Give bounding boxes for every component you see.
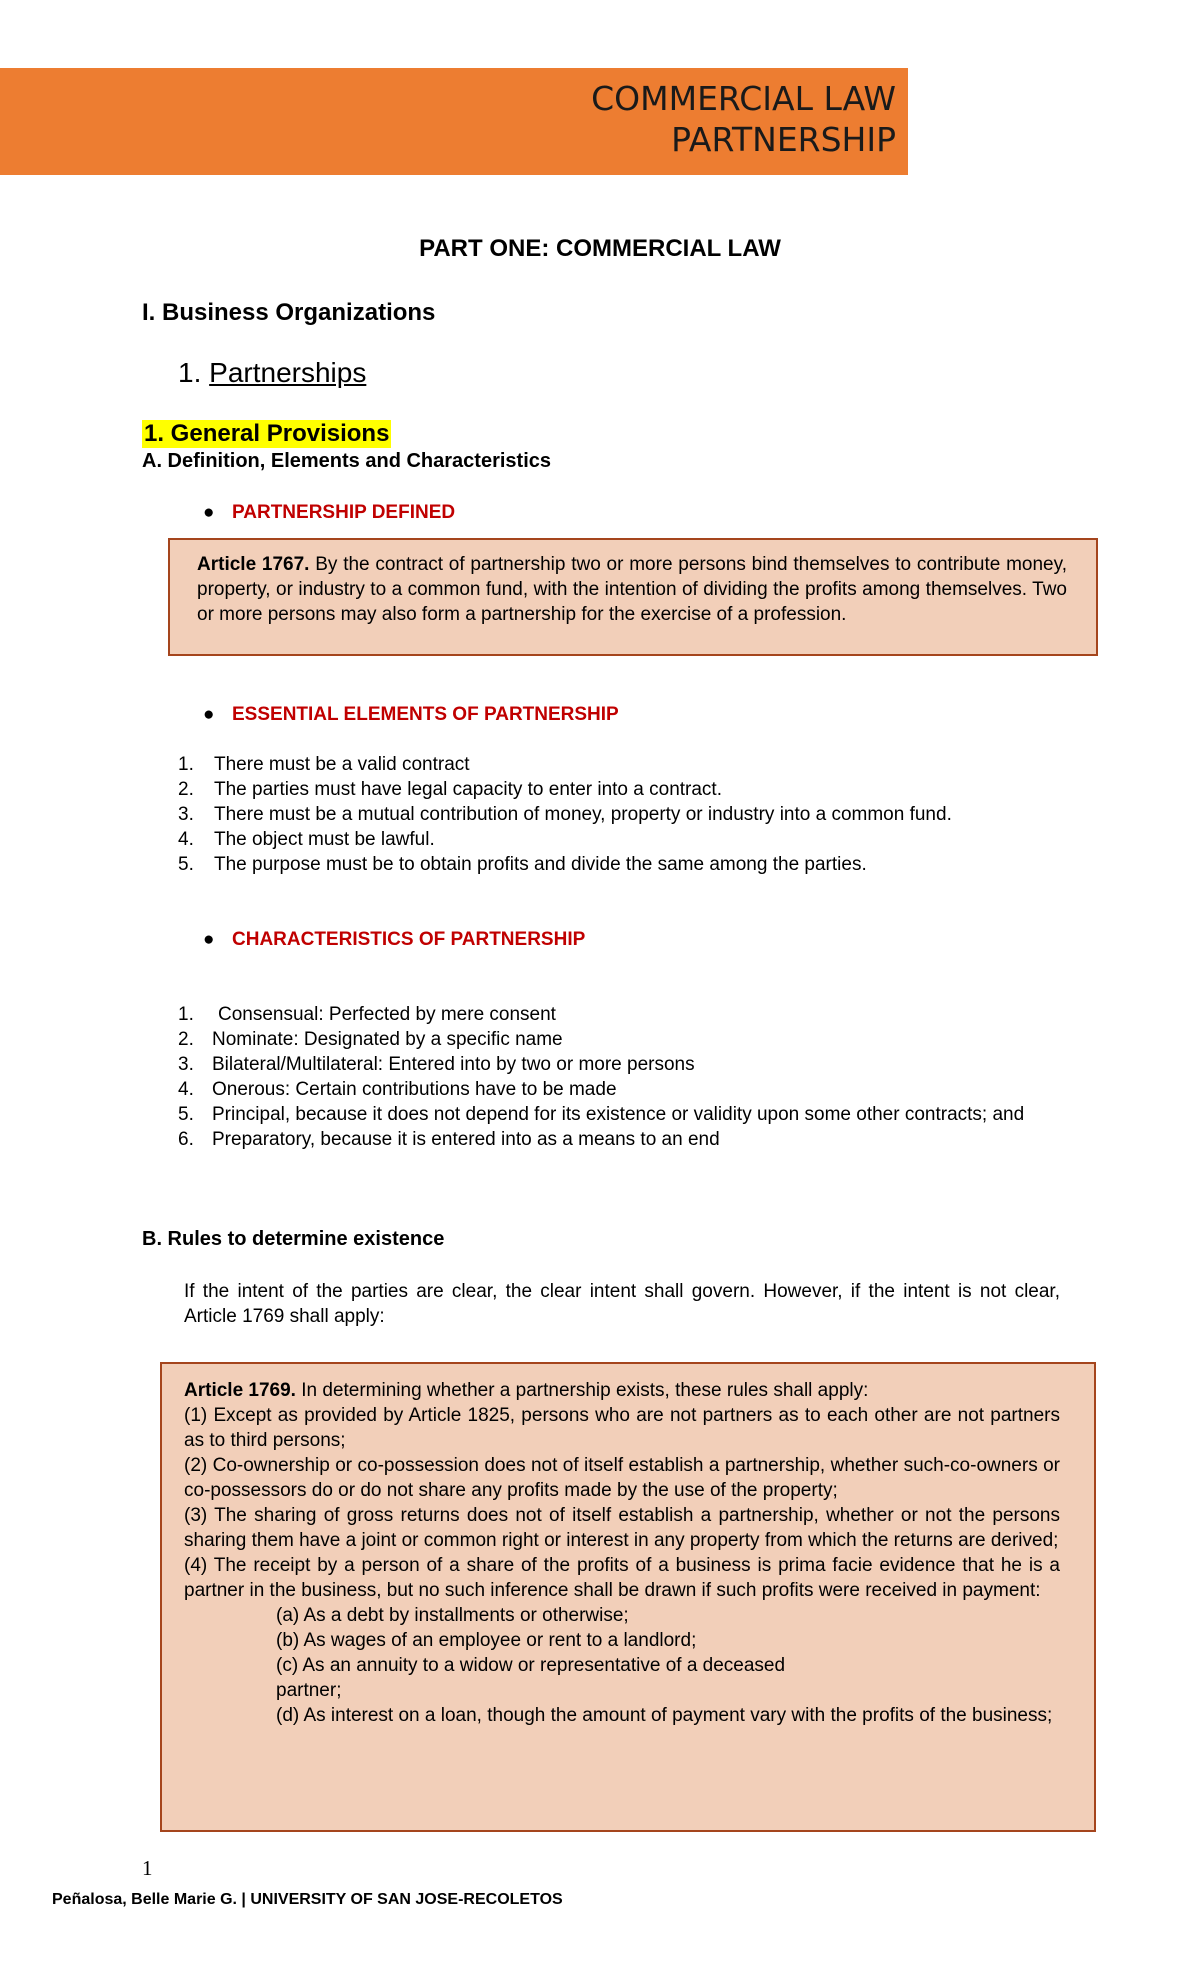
bullet-icon: ● — [203, 704, 215, 725]
header-line-1: COMMERCIAL LAW — [591, 79, 896, 118]
article-1767-box — [168, 538, 1098, 656]
subsection-label: Partnerships — [209, 357, 367, 388]
header-line-2: PARTNERSHIP — [671, 120, 896, 159]
article-1769-rule: (2) Co-ownership or co-possession does not of itself establish a partnership, whether such-co-owners or co-possessors do or do not share any profits made by the use of the property; — [184, 1455, 1060, 1501]
list-item: 3. Bilateral/Multilateral: Entered into by two or more persons — [178, 1054, 695, 1075]
article-1769-subitem: (b) As wages of an employee or rent to a landlord; — [276, 1630, 697, 1651]
section-title: I. Business Organizations — [142, 299, 436, 326]
list-item: 4. Onerous: Certain contributions have to be made — [178, 1079, 617, 1100]
list-item: 5. The purpose must be to obtain profits and divide the same among the parties. — [178, 854, 867, 875]
list-item: 6. Preparatory, because it is entered into as a means to an end — [178, 1129, 720, 1150]
bullet-essential-elements — [203, 703, 619, 727]
article-1767-paragraph — [197, 552, 1067, 627]
rules-intro-paragraph: If the intent of the parties are clear, the clear intent shall govern. However, if the intent is not clear, Article 1769 shall apply: — [184, 1281, 1060, 1327]
bullet-characteristics — [203, 928, 586, 952]
list-item: 5. Principal, because it does not depend for its existence or validity upon some other contracts; and — [178, 1104, 1025, 1125]
article-1769-label: Article 1769. — [184, 1380, 296, 1401]
list-item: 4. The object must be lawful. — [178, 829, 435, 850]
part-title: PART ONE: COMMERCIAL LAW — [419, 235, 781, 262]
elements-list — [178, 752, 952, 877]
header-title — [591, 78, 896, 160]
article-1767-label: Article 1767. — [197, 554, 310, 575]
article-1769-subitem: (c) As an annuity to a widow or representative of a deceased — [276, 1655, 786, 1676]
article-1769-rule: (4) The receipt by a person of a share of the profits of a business is prima facie evidence that he is a partner in the business, but no such inference shall be drawn if such profits were received in payment: — [184, 1555, 1060, 1601]
article-1769-box — [160, 1362, 1096, 1832]
bullet-label: CHARACTERISTICS OF PARTNERSHIP — [232, 929, 586, 950]
article-1767-text: By the contract of partnership two or more persons bind themselves to contribute money, property, or industry to a common fund, with the intention of dividing the profits among themselves. Two or more persons may also form a partnership for the exercise of a profession. — [197, 554, 1067, 625]
bullet-icon: ● — [203, 502, 215, 523]
footer: Peñalosa, Belle Marie G. | UNIVERSITY OF SAN JOSE-RECOLETOS — [52, 1891, 563, 1908]
list-item: 2. Nominate: Designated by a specific name — [178, 1029, 563, 1050]
bullet-label: PARTNERSHIP DEFINED — [232, 502, 456, 523]
list-item: 2. The parties must have legal capacity to enter into a contract. — [178, 779, 722, 800]
article-1769-subitem: (d) As interest on a loan, though the amount of payment vary with the profits of the business; — [276, 1705, 1053, 1726]
article-1769-subitem: partner; — [276, 1680, 342, 1701]
article-1769-rule: (1) Except as provided by Article 1825, persons who are not partners as to each other are not partners as to third persons; — [184, 1405, 1060, 1451]
header-banner — [0, 68, 908, 175]
list-item: 1. There must be a valid contract — [178, 754, 470, 775]
article-1769-intro: Article 1769. In determining whether a partnership exists, these rules shall apply: — [184, 1380, 869, 1401]
subheading-b: B. Rules to determine existence — [142, 1228, 445, 1250]
bullet-label: ESSENTIAL ELEMENTS OF PARTNERSHIP — [232, 704, 619, 725]
list-item: 1. Consensual: Perfected by mere consent — [178, 1004, 556, 1025]
subheading-a: A. Definition, Elements and Characteristics — [142, 450, 551, 472]
bullet-icon: ● — [203, 929, 215, 950]
bullet-partnership-defined — [203, 501, 456, 525]
subsection-number: 1. — [178, 357, 202, 388]
list-item: 3. There must be a mutual contribution of money, property or industry into a common fund. — [178, 804, 952, 825]
article-1769-subitem: (a) As a debt by installments or otherwise; — [276, 1605, 629, 1626]
page-number: 1 — [142, 1856, 153, 1880]
subsection-title — [178, 357, 366, 389]
general-provisions-heading: 1. General Provisions — [144, 420, 390, 447]
characteristics-list — [178, 1002, 1060, 1152]
article-1769-rule: (3) The sharing of gross returns does not of itself establish a partnership, whether or not the persons sharing them have a joint or common right or interest in any property from which the returns are derived; — [184, 1505, 1060, 1551]
